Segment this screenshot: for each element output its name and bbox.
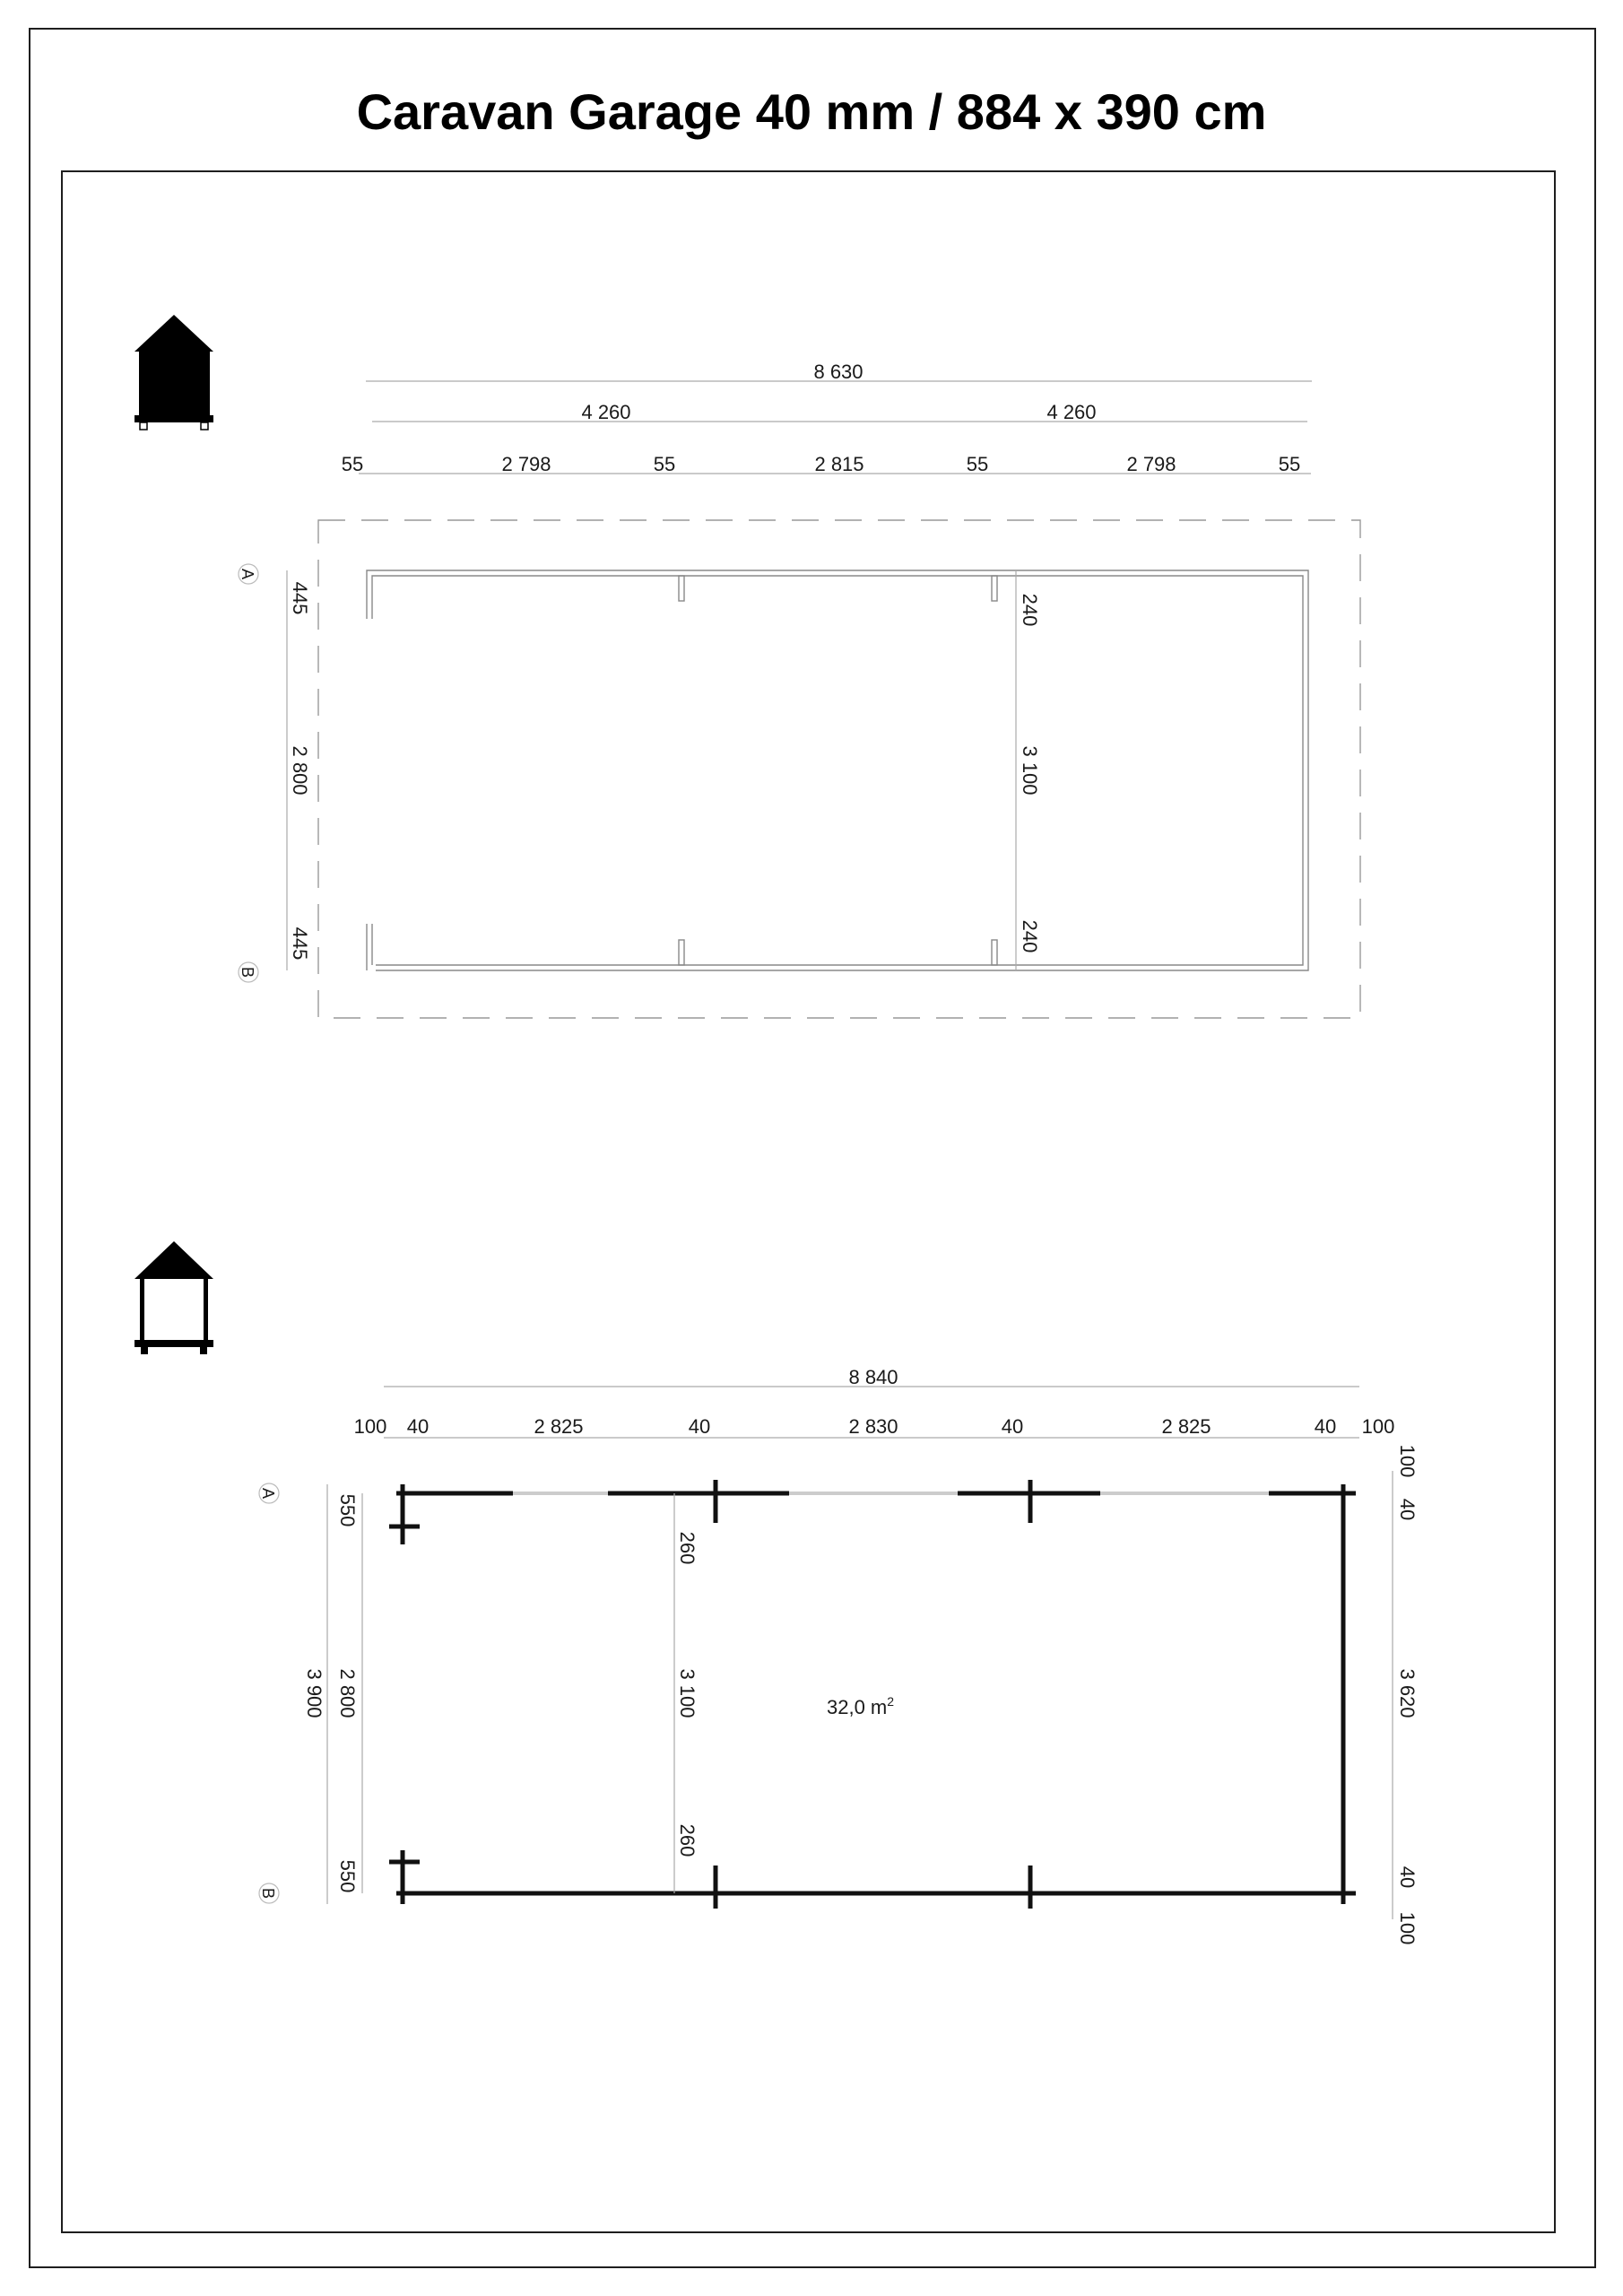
- roof-dim-right: 240: [1019, 593, 1041, 627]
- roof-plan-house-icon: [135, 315, 213, 430]
- floor-dim-seg: 2 825: [534, 1415, 584, 1438]
- svg-text:B: B: [239, 966, 256, 978]
- floor-dim-overall: 8 840: [848, 1366, 898, 1388]
- floor-plan: [259, 1366, 1419, 1944]
- svg-text:B: B: [259, 1887, 277, 1900]
- svg-text:A: A: [259, 1487, 277, 1500]
- floor-walls: [389, 1480, 1356, 1909]
- floor-dim-right: 40: [1396, 1866, 1419, 1889]
- roof-dim-seg: 55: [1278, 453, 1301, 475]
- floor-dim-right: 40: [1396, 1498, 1419, 1521]
- svg-text:A: A: [239, 568, 256, 580]
- floor-dim-right: 100: [1396, 1444, 1419, 1478]
- floor-dim-middle: 260: [676, 1531, 699, 1565]
- roof-dim-overall: 8 630: [813, 361, 864, 383]
- floor-dim-left-inner: 550: [336, 1493, 359, 1527]
- roof-dim-seg: 2 798: [1126, 453, 1176, 475]
- roof-dim-left: 445: [289, 581, 311, 615]
- roof-dim-left: 2 800: [289, 745, 311, 796]
- floor-dimension-lines: [327, 1387, 1393, 1919]
- floor-dim-right: 3 620: [1396, 1668, 1419, 1718]
- floor-axis-marker-a: [259, 1483, 279, 1503]
- floor-axis-marker-b: [259, 1883, 279, 1903]
- roof-dim-half-left: 4 260: [581, 401, 631, 423]
- floor-dim-middle: 3 100: [676, 1668, 699, 1718]
- roof-outline: [318, 520, 1360, 1018]
- floor-plan-house-icon: [135, 1241, 213, 1354]
- floor-area-label: 32,0 $m^2$: [827, 1694, 895, 1718]
- floor-dim-seg: 40: [1001, 1415, 1024, 1438]
- floor-dim-seg: 40: [1314, 1415, 1337, 1438]
- floor-dim-seg: 40: [406, 1415, 430, 1438]
- floor-dim-seg: 2 830: [848, 1415, 898, 1438]
- roof-walls: [367, 570, 1308, 970]
- floor-dim-seg: 100: [1361, 1415, 1395, 1438]
- roof-axis-marker-a: [239, 564, 258, 584]
- floor-dim-left-inner: 550: [336, 1859, 359, 1893]
- roof-dim-seg: 2 815: [814, 453, 864, 475]
- roof-dim-seg: 55: [966, 453, 989, 475]
- roof-dim-seg: 55: [341, 453, 364, 475]
- roof-dim-half-right: 4 260: [1046, 401, 1097, 423]
- floor-dim-right: 100: [1396, 1911, 1419, 1945]
- floor-dim-seg: 2 825: [1161, 1415, 1211, 1438]
- roof-dim-right: 240: [1019, 919, 1041, 953]
- floor-dim-left-inner: 2 800: [336, 1668, 359, 1718]
- roof-dim-right: 3 100: [1019, 745, 1041, 796]
- floor-dim-seg: 40: [688, 1415, 711, 1438]
- roof-plan: [239, 361, 1360, 1018]
- roof-dim-left: 445: [289, 926, 311, 961]
- floor-dim-left-outer: 3 900: [303, 1668, 325, 1718]
- roof-axis-marker-b: [239, 962, 258, 982]
- roof-dim-seg: 55: [653, 453, 676, 475]
- floor-dim-middle: 260: [676, 1823, 699, 1857]
- roof-dim-seg: 2 798: [501, 453, 551, 475]
- page-title: Caravan Garage 40 mm / 884 x 390 cm: [356, 83, 1267, 140]
- floor-dim-seg: 100: [353, 1415, 387, 1438]
